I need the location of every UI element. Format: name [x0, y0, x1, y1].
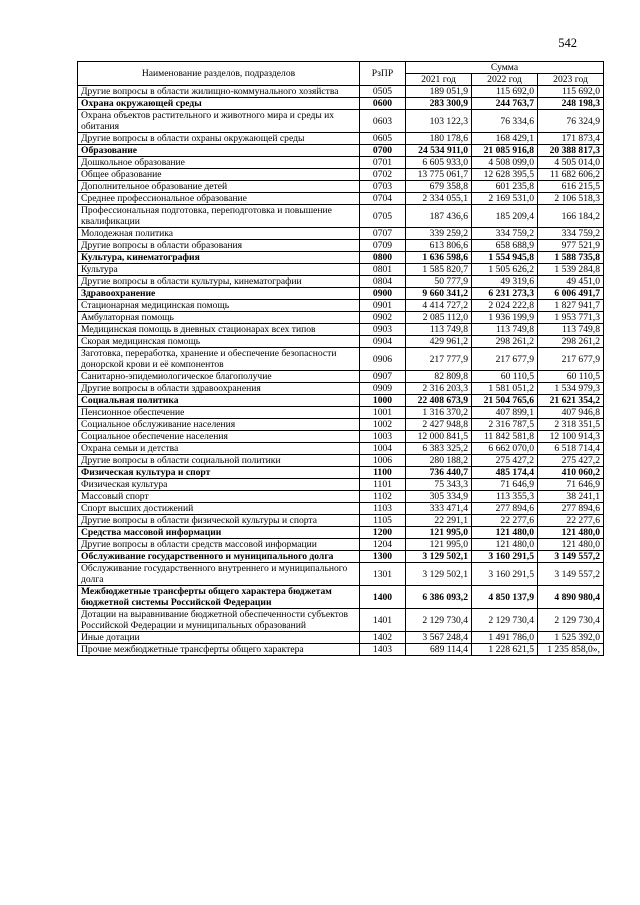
row-name: Культура, кинематография: [78, 252, 360, 264]
row-name: Другие вопросы в области охраны окружающей среды: [78, 133, 360, 145]
row-value-2023: 2 106 518,3: [538, 193, 604, 205]
row-code: 0703: [360, 181, 406, 193]
row-value-2021: 283 300,9: [406, 98, 472, 110]
row-value-2023: 334 759,2: [538, 228, 604, 240]
table-row: [78, 312, 604, 324]
table-row: [78, 443, 604, 455]
table-row: [78, 228, 604, 240]
row-value-2021: 103 122,3: [406, 110, 472, 133]
row-value-2022: 60 110,5: [472, 371, 538, 383]
row-value-2023: 6 518 714,4: [538, 443, 604, 455]
row-code: 0702: [360, 169, 406, 181]
row-name: Другие вопросы в области здравоохранения: [78, 383, 360, 395]
row-value-2022: 12 628 395,5: [472, 169, 538, 181]
row-value-2022: 113 749,8: [472, 324, 538, 336]
row-value-2023: 1 588 735,8: [538, 252, 604, 264]
row-value-2021: 13 775 061,7: [406, 169, 472, 181]
row-value-2021: 736 440,7: [406, 467, 472, 479]
row-value-2023: 121 480,0: [538, 527, 604, 539]
row-value-2021: 187 436,6: [406, 205, 472, 228]
row-value-2023: 616 215,5: [538, 181, 604, 193]
row-name: Пенсионное обеспечение: [78, 407, 360, 419]
table-row: [78, 455, 604, 467]
row-code: 0707: [360, 228, 406, 240]
row-value-2023: 407 946,8: [538, 407, 604, 419]
row-value-2022: 49 319,6: [472, 276, 538, 288]
row-name: Скорая медицинская помощь: [78, 336, 360, 348]
table-row: [78, 324, 604, 336]
row-value-2021: 689 114,4: [406, 644, 472, 656]
row-value-2022: 113 355,3: [472, 491, 538, 503]
row-value-2021: 6 605 933,0: [406, 157, 472, 169]
row-value-2022: 6 662 070,0: [472, 443, 538, 455]
row-name: Охрана семьи и детства: [78, 443, 360, 455]
row-value-2023: 76 324,9: [538, 110, 604, 133]
row-value-2021: 189 051,9: [406, 86, 472, 98]
row-name: Прочие межбюджетные трансферты общего характера: [78, 644, 360, 656]
row-name: Другие вопросы в области физической культуры и спорта: [78, 515, 360, 527]
table-row: [78, 515, 604, 527]
row-value-2023: 3 149 557,2: [538, 551, 604, 563]
row-code: 0704: [360, 193, 406, 205]
row-value-2021: 9 660 341,2: [406, 288, 472, 300]
row-code: 0906: [360, 348, 406, 371]
row-value-2021: 3 129 502,1: [406, 563, 472, 586]
row-name: Спорт высших достижений: [78, 503, 360, 515]
row-value-2021: 280 188,2: [406, 455, 472, 467]
row-name: Дошкольное образование: [78, 157, 360, 169]
row-value-2022: 76 334,6: [472, 110, 538, 133]
row-value-2021: 305 334,9: [406, 491, 472, 503]
table-row: [78, 336, 604, 348]
table-row: [78, 586, 604, 609]
row-code: 0902: [360, 312, 406, 324]
table-row: [78, 644, 604, 656]
table-row: [78, 264, 604, 276]
row-value-2023: 115 692,0: [538, 86, 604, 98]
page-number: 542: [558, 36, 577, 50]
row-value-2021: 1 585 820,7: [406, 264, 472, 276]
row-value-2023: 1 953 771,3: [538, 312, 604, 324]
row-value-2022: 1 936 199,9: [472, 312, 538, 324]
table-header: [78, 62, 604, 86]
row-code: 1002: [360, 419, 406, 431]
row-name: Молодежная политика: [78, 228, 360, 240]
row-value-2023: 3 149 557,2: [538, 563, 604, 586]
row-value-2023: 2 318 351,5: [538, 419, 604, 431]
row-name: Санитарно-эпидемиологическое благополучие: [78, 371, 360, 383]
row-name: Охрана объектов растительного и животного мира и среды их обитания: [78, 110, 360, 133]
row-value-2023: 248 198,3: [538, 98, 604, 110]
row-code: 0800: [360, 252, 406, 264]
row-name: Среднее профессиональное образование: [78, 193, 360, 205]
row-value-2021: 4 414 727,2: [406, 300, 472, 312]
row-code: 0909: [360, 383, 406, 395]
table-row: [78, 467, 604, 479]
row-value-2021: 22 408 673,9: [406, 395, 472, 407]
row-code: 1100: [360, 467, 406, 479]
row-code: 0600: [360, 98, 406, 110]
row-value-2022: 4 850 137,9: [472, 586, 538, 609]
row-value-2023: 113 749,8: [538, 324, 604, 336]
row-value-2022: 275 427,2: [472, 455, 538, 467]
row-value-2021: 2 129 730,4: [406, 609, 472, 632]
header-year-2023: 2023 год: [538, 74, 604, 86]
row-code: 1400: [360, 586, 406, 609]
row-value-2022: 1 491 786,0: [472, 632, 538, 644]
row-name: Охрана окружающей среды: [78, 98, 360, 110]
row-value-2021: 82 809,8: [406, 371, 472, 383]
row-value-2021: 2 334 055,1: [406, 193, 472, 205]
row-value-2023: 11 682 606,2: [538, 169, 604, 181]
row-value-2023: 410 060,2: [538, 467, 604, 479]
table-row: [78, 348, 604, 371]
row-value-2023: 60 110,5: [538, 371, 604, 383]
table-row: [78, 133, 604, 145]
row-value-2021: 121 995,0: [406, 527, 472, 539]
row-code: 1004: [360, 443, 406, 455]
row-value-2022: 71 646,9: [472, 479, 538, 491]
row-value-2022: 21 085 916,8: [472, 145, 538, 157]
row-value-2023: 171 873,4: [538, 133, 604, 145]
row-value-2022: 217 677,9: [472, 348, 538, 371]
table-row: [78, 431, 604, 443]
row-value-2021: 22 291,1: [406, 515, 472, 527]
row-code: 1101: [360, 479, 406, 491]
table-row: [78, 181, 604, 193]
table-row: [78, 300, 604, 312]
row-value-2023: 4 890 980,4: [538, 586, 604, 609]
table-row: [78, 169, 604, 181]
row-code: 1000: [360, 395, 406, 407]
table-row: [78, 609, 604, 632]
row-name: Другие вопросы в области средств массовой информации: [78, 539, 360, 551]
row-code: 0904: [360, 336, 406, 348]
table-body: [78, 86, 604, 656]
table-row: [78, 563, 604, 586]
row-value-2021: 2 085 112,0: [406, 312, 472, 324]
row-code: 0804: [360, 276, 406, 288]
row-value-2021: 12 000 841,5: [406, 431, 472, 443]
row-value-2023: 6 006 491,7: [538, 288, 604, 300]
row-value-2022: 121 480,0: [472, 539, 538, 551]
row-name: Массовый спорт: [78, 491, 360, 503]
row-value-2023: 22 277,6: [538, 515, 604, 527]
header-code: РзПР: [360, 62, 406, 86]
row-code: 1006: [360, 455, 406, 467]
row-name: Физическая культура: [78, 479, 360, 491]
row-name: Другие вопросы в области образования: [78, 240, 360, 252]
row-code: 0900: [360, 288, 406, 300]
row-name: Обслуживание государственного внутреннего и муниципального долга: [78, 563, 360, 586]
row-value-2021: 2 427 948,8: [406, 419, 472, 431]
row-value-2022: 168 429,1: [472, 133, 538, 145]
row-value-2023: 12 100 914,3: [538, 431, 604, 443]
table-row: [78, 419, 604, 431]
row-name: Заготовка, переработка, хранение и обеспечение безопасности донорской крови и её компонентов: [78, 348, 360, 371]
table-row: [78, 479, 604, 491]
row-code: 0907: [360, 371, 406, 383]
row-value-2022: 121 480,0: [472, 527, 538, 539]
row-value-2021: 24 534 911,0: [406, 145, 472, 157]
row-name: Культура: [78, 264, 360, 276]
row-code: 0505: [360, 86, 406, 98]
row-value-2023: 1 827 941,7: [538, 300, 604, 312]
row-name: Другие вопросы в области социальной политики: [78, 455, 360, 467]
row-value-2022: 11 842 581,8: [472, 431, 538, 443]
row-value-2023: 38 241,1: [538, 491, 604, 503]
row-value-2023: 1 235 858,0»,: [538, 644, 604, 656]
row-value-2023: 21 621 354,2: [538, 395, 604, 407]
row-value-2022: 2 024 222,8: [472, 300, 538, 312]
row-value-2023: 217 677,9: [538, 348, 604, 371]
row-value-2022: 22 277,6: [472, 515, 538, 527]
row-name: Профессиональная подготовка, переподготовка и повышение квалификации: [78, 205, 360, 228]
row-value-2023: 275 427,2: [538, 455, 604, 467]
row-value-2021: 6 386 093,2: [406, 586, 472, 609]
table-row: [78, 383, 604, 395]
row-value-2022: 1 554 945,8: [472, 252, 538, 264]
row-value-2022: 2 316 787,5: [472, 419, 538, 431]
row-name: Другие вопросы в области культуры, кинематографии: [78, 276, 360, 288]
row-value-2023: 1 525 392,0: [538, 632, 604, 644]
row-value-2022: 407 899,1: [472, 407, 538, 419]
row-value-2022: 4 508 099,0: [472, 157, 538, 169]
header-sum: Сумма: [406, 62, 604, 74]
row-code: 0605: [360, 133, 406, 145]
row-value-2021: 6 383 325,2: [406, 443, 472, 455]
row-value-2022: 3 160 291,5: [472, 551, 538, 563]
row-value-2021: 121 995,0: [406, 539, 472, 551]
table-row: [78, 110, 604, 133]
row-code: 1105: [360, 515, 406, 527]
row-code: 1403: [360, 644, 406, 656]
row-code: 1300: [360, 551, 406, 563]
row-code: 1103: [360, 503, 406, 515]
row-code: 0701: [360, 157, 406, 169]
row-name: Амбулаторная помощь: [78, 312, 360, 324]
row-value-2021: 50 777,9: [406, 276, 472, 288]
row-value-2021: 75 343,3: [406, 479, 472, 491]
row-name: Образование: [78, 145, 360, 157]
row-name: Обслуживание государственного и муниципального долга: [78, 551, 360, 563]
row-code: 0705: [360, 205, 406, 228]
row-value-2021: 333 471,4: [406, 503, 472, 515]
row-code: 0801: [360, 264, 406, 276]
row-value-2022: 298 261,2: [472, 336, 538, 348]
row-value-2023: 977 521,9: [538, 240, 604, 252]
table-row: [78, 395, 604, 407]
row-name: Иные дотации: [78, 632, 360, 644]
row-code: 0901: [360, 300, 406, 312]
row-value-2022: 2 129 730,4: [472, 609, 538, 632]
row-value-2023: 298 261,2: [538, 336, 604, 348]
row-code: 1102: [360, 491, 406, 503]
row-value-2021: 3 567 248,4: [406, 632, 472, 644]
row-code: 1301: [360, 563, 406, 586]
row-value-2023: 4 505 014,0: [538, 157, 604, 169]
table-row: [78, 193, 604, 205]
row-value-2022: 658 688,9: [472, 240, 538, 252]
row-code: 0709: [360, 240, 406, 252]
table-row: [78, 407, 604, 419]
row-value-2022: 6 231 273,3: [472, 288, 538, 300]
row-code: 1402: [360, 632, 406, 644]
row-value-2022: 485 174,4: [472, 467, 538, 479]
row-value-2023: 49 451,0: [538, 276, 604, 288]
row-value-2023: 166 184,2: [538, 205, 604, 228]
row-value-2021: 2 316 203,3: [406, 383, 472, 395]
row-value-2021: 679 358,8: [406, 181, 472, 193]
row-value-2021: 113 749,8: [406, 324, 472, 336]
row-value-2022: 1 228 621,5: [472, 644, 538, 656]
row-name: Социальная политика: [78, 395, 360, 407]
row-value-2023: 20 388 817,3: [538, 145, 604, 157]
row-value-2021: 613 806,6: [406, 240, 472, 252]
row-value-2021: 217 777,9: [406, 348, 472, 371]
table-row: [78, 157, 604, 169]
row-name: Дополнительное образование детей: [78, 181, 360, 193]
table-row: [78, 288, 604, 300]
table-row: [78, 503, 604, 515]
row-value-2022: 2 169 531,0: [472, 193, 538, 205]
table-row: [78, 551, 604, 563]
row-value-2023: 121 480,0: [538, 539, 604, 551]
row-name: Общее образование: [78, 169, 360, 181]
table-row: [78, 491, 604, 503]
row-value-2023: 277 894,6: [538, 503, 604, 515]
table-row: [78, 205, 604, 228]
row-value-2023: 71 646,9: [538, 479, 604, 491]
table-row: [78, 371, 604, 383]
row-code: 0903: [360, 324, 406, 336]
row-value-2023: 1 534 979,3: [538, 383, 604, 395]
row-value-2021: 429 961,2: [406, 336, 472, 348]
row-value-2021: 1 316 370,2: [406, 407, 472, 419]
row-name: Другие вопросы в области жилищно-коммунального хозяйства: [78, 86, 360, 98]
row-name: Средства массовой информации: [78, 527, 360, 539]
table-row: [78, 240, 604, 252]
row-value-2021: 3 129 502,1: [406, 551, 472, 563]
row-value-2023: 2 129 730,4: [538, 609, 604, 632]
table-row: [78, 98, 604, 110]
table-row: [78, 527, 604, 539]
row-code: 1200: [360, 527, 406, 539]
budget-table: [77, 61, 604, 656]
header-year-2022: 2022 год: [472, 74, 538, 86]
row-name: Социальное обеспечение населения: [78, 431, 360, 443]
row-value-2023: 1 539 284,8: [538, 264, 604, 276]
row-code: 0700: [360, 145, 406, 157]
row-name: Социальное обслуживание населения: [78, 419, 360, 431]
row-name: Здравоохранение: [78, 288, 360, 300]
row-value-2021: 339 259,2: [406, 228, 472, 240]
row-code: 0603: [360, 110, 406, 133]
table-row: [78, 276, 604, 288]
table-row: [78, 632, 604, 644]
row-code: 1401: [360, 609, 406, 632]
row-value-2022: 334 759,2: [472, 228, 538, 240]
row-value-2022: 115 692,0: [472, 86, 538, 98]
row-value-2022: 3 160 291,5: [472, 563, 538, 586]
row-value-2022: 185 209,4: [472, 205, 538, 228]
row-value-2022: 1 505 626,2: [472, 264, 538, 276]
row-name: Стационарная медицинская помощь: [78, 300, 360, 312]
header-year-2021: 2021 год: [406, 74, 472, 86]
row-name: Медицинская помощь в дневных стационарах всех типов: [78, 324, 360, 336]
row-value-2022: 244 763,7: [472, 98, 538, 110]
header-name: Наименование разделов, подразделов: [78, 62, 360, 86]
row-value-2021: 1 636 598,6: [406, 252, 472, 264]
row-code: 1003: [360, 431, 406, 443]
row-value-2022: 1 581 051,2: [472, 383, 538, 395]
table-row: [78, 252, 604, 264]
row-name: Дотации на выравнивание бюджетной обеспеченности субъектов Российской Федерации и муниципальных образований: [78, 609, 360, 632]
row-name: Физическая культура и спорт: [78, 467, 360, 479]
row-code: 1001: [360, 407, 406, 419]
row-name: Межбюджетные трансферты общего характера бюджетам бюджетной системы Российской Федерации: [78, 586, 360, 609]
row-code: 1204: [360, 539, 406, 551]
table-row: [78, 539, 604, 551]
row-value-2022: 21 504 765,6: [472, 395, 538, 407]
table-row: [78, 86, 604, 98]
table-row: [78, 145, 604, 157]
row-value-2021: 180 178,6: [406, 133, 472, 145]
row-value-2022: 601 235,8: [472, 181, 538, 193]
row-value-2022: 277 894,6: [472, 503, 538, 515]
